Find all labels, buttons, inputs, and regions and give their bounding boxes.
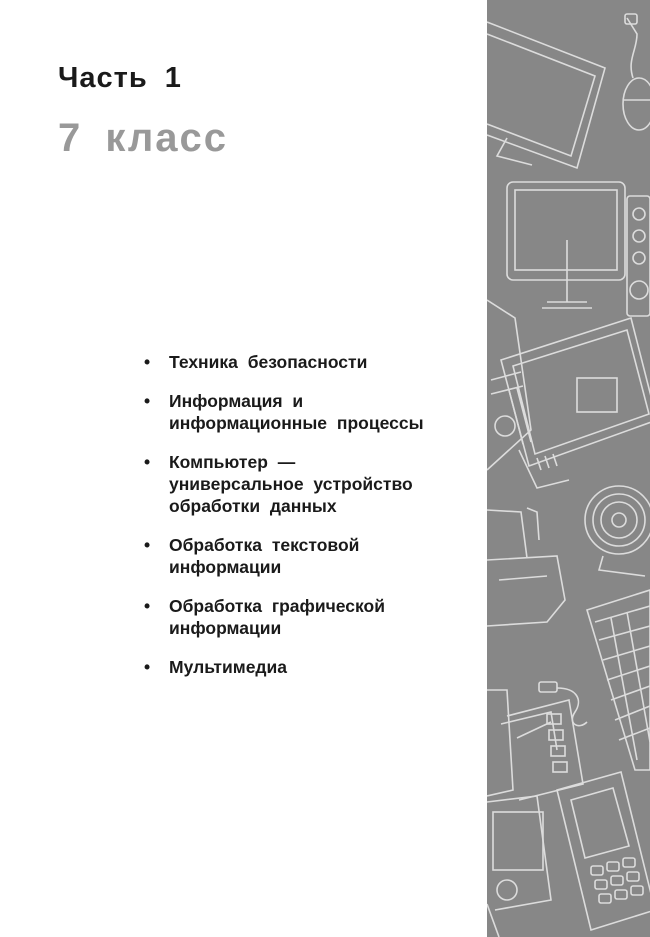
topic-item xyxy=(143,451,473,517)
topic-text: Компьютер — xyxy=(169,452,296,472)
topic-text: Мультимедиа xyxy=(169,657,288,677)
topic-text: информации xyxy=(169,557,282,577)
device-illustration-panel xyxy=(487,0,650,937)
bullet-icon: • xyxy=(144,391,151,411)
bullet-icon: • xyxy=(144,352,151,372)
topic-text: Информация и xyxy=(169,391,304,411)
mobile-phone-icon xyxy=(557,772,650,930)
webcam-icon xyxy=(585,486,650,576)
media-player-icon xyxy=(487,796,551,937)
topic-item xyxy=(143,595,473,639)
grade-title: 7 класс xyxy=(58,116,229,160)
topic-text: Обработка текстовой xyxy=(169,535,360,555)
photo-frame-icon xyxy=(501,318,650,488)
tablet-icon xyxy=(487,22,605,168)
keyboard-icon xyxy=(587,590,650,770)
topic-item xyxy=(143,351,473,373)
monitor-icon xyxy=(507,182,625,308)
computer-mouse-icon xyxy=(623,14,650,130)
part-title: Часть 1 xyxy=(58,62,182,94)
printer-icon xyxy=(487,508,565,626)
topic-item xyxy=(143,534,473,578)
topic-list xyxy=(143,351,473,695)
media-device-icon xyxy=(487,300,531,470)
stylus-tablet-icon xyxy=(487,690,583,800)
bullet-icon: • xyxy=(144,657,151,677)
bullet-icon: • xyxy=(144,535,151,555)
bullet-icon: • xyxy=(144,596,151,616)
topic-text: обработки данных xyxy=(169,496,337,516)
topic-item xyxy=(143,390,473,434)
bullet-icon: • xyxy=(144,452,151,472)
topic-text: Обработка графической xyxy=(169,596,385,616)
topic-item xyxy=(143,656,473,678)
topic-text: универсальное устройство xyxy=(169,474,413,494)
topic-text: Техника безопасности xyxy=(169,352,368,372)
topic-text: информации xyxy=(169,618,282,638)
speaker-icon xyxy=(627,196,650,316)
topic-text: информационные процессы xyxy=(169,413,424,433)
